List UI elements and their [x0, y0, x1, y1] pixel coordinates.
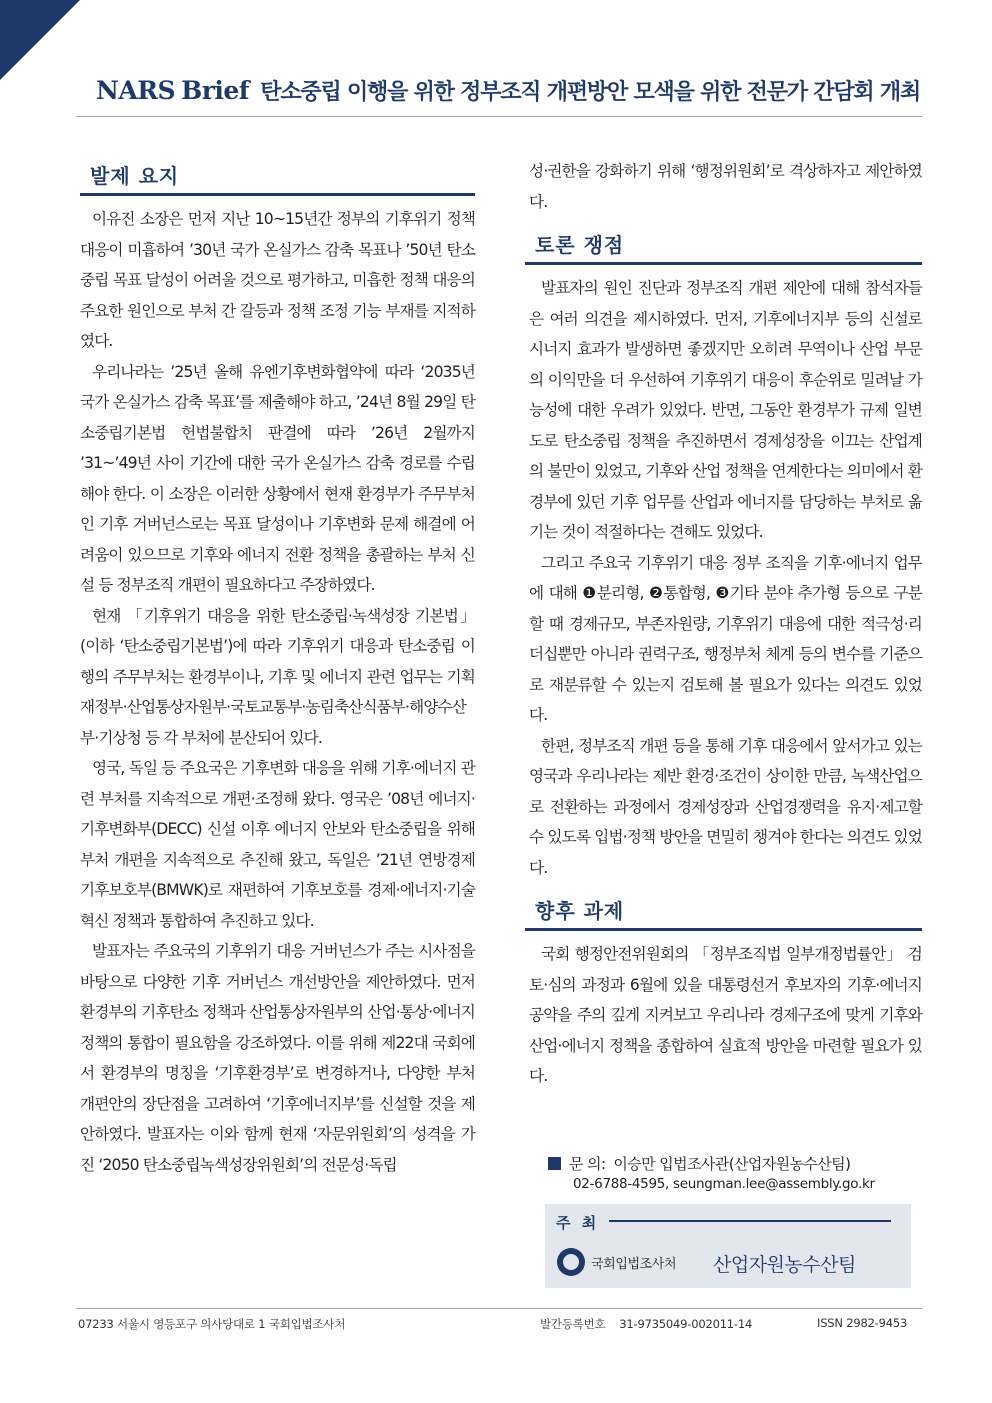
header-divider: [76, 116, 922, 117]
square-bullet-icon: [548, 1157, 561, 1170]
contact-details: 02-6788-4595, seungman.lee@assembly.go.kr: [573, 1176, 875, 1192]
corner-decoration: [0, 0, 80, 80]
section-title-discussion: 토론 쟁점: [525, 225, 922, 265]
paragraph: 발표자의 원인 진단과 정부조직 개편 제안에 대해 참석자들은 여러 의견을 제시하였다. 먼저, 기후에너지부 등의 신설로 시너지 효과가 발생하면 좋겠지만 오히려 무역이나 산업 부문의 이익만을 더 우선하여 기후위기 대응이 후순위로 밀려날 가능성에 대한 우려가 있었다. 반면, 그동안 환경부가 규제 일변도로 탄소중립 정책을 추진하면서 경제성장을 이끄는 산업계의 불만이 있었고, 기후와 산업 정책을 연계한다는 의미에서 환경부에 있던 기후 업무를 산업과 에너지를 담당하는 부처로 옮기는 것이 적절하다는 견해도 있었다.: [529, 279, 922, 541]
contact-info: [548, 1150, 920, 1198]
paragraph: 현재 「기후위기 대응을 위한 탄소중립·녹색성장 기본법」(이하 ‘탄소중립기본법’)에 따라 기후위기 대응과 탄소중립 이행의 주무부처는 환경부이나, 기후 및 에너지 관련 업무는 기획재정부·산업통상자원부·국토교통부·농림축산식품부·해양수산부·기상청 등 각 부처에 분산되어 있다.: [80, 606, 475, 747]
host-box: [545, 1204, 911, 1288]
paragraph-continuation: 성·권한을 강화하기 위해 ‘행정위원회’로 격상하자고 제안하였다.: [529, 162, 922, 211]
page-header: [96, 70, 920, 110]
left-column: [80, 156, 475, 1180]
page-title: 탄소중립 이행을 위한 정부조직 개편방안 모색을 위한 전문가 간담회 개최: [260, 79, 920, 105]
right-column: [525, 156, 922, 1092]
assembly-emblem-icon: [557, 1248, 585, 1276]
paragraph: 우리나라는 ’25년 올해 유엔기후변화협약에 따라 ‘2035년 국가 온실가스 감축 목표’를 제출해야 하고, ’24년 8월 29일 탄소중립기본법 헌법불합치 판결에 따라 ’26년 2월까지 ’31~’49년 사이 기간에 대한 국가 온실가스 감축 경로를 수립해야 한다. 이 소장은 이러한 상황에서 현재 환경부가 주무부처인 기후 거버넌스로는 목표 달성이나 기후변화 문제 해결에 어려움이 있으므로 기후와 에너지 전환 정책을 총괄하는 부처 신설 등 정부조직 개편이 필요하다고 주장하였다.: [80, 362, 475, 594]
paragraph: 발표자는 주요국의 기후위기 대응 거버넌스가 주는 시사점을 바탕으로 다양한 기후 거버넌스 개선방안을 제안하였다. 먼저 환경부의 기후탄소 정책과 산업통상자원부의 산업·통상·에너지 정책의 통합이 필요함을 강조하였다. 이를 위해 제22대 국회에서 환경부의 명칭을 ‘기후환경부’로 변경하거나, 다양한 부처 개편안의 장단점을 고려하여 ‘기후에너지부’를 신설할 것을 제안하였다. 발표자는 이와 함께 현재 ‘자문위원회’의 성격을 가진 ‘2050 탄소중립녹색성장위원회’의 전문성·독립: [80, 942, 475, 1174]
contact-label: 문 의:: [569, 1154, 606, 1173]
footer-address: 07233 서울시 영등포구 의사당대로 1 국회입법조사처: [78, 1317, 346, 1331]
logo-nars: NARS: [96, 75, 176, 105]
host-divider: [609, 1220, 891, 1222]
paragraph: 이유진 소장은 먼저 지난 10~15년간 정부의 기후위기 정책 대응이 미흡하여 ’30년 국가 온실가스 감축 목표나 ’50년 탄소중립 목표 달성이 어려울 것으로 평가하고, 미흡한 정책 대응의 주요한 원인으로 부처 간 갈등과 정책 조정 기능 부재를 지적하였다.: [80, 210, 475, 350]
logo-brief: Brief: [181, 75, 250, 105]
host-team: 산업자원농수산팀: [713, 1254, 856, 1276]
footer-issn: ISSN 2982-9453: [817, 1316, 908, 1330]
paragraph: 한편, 정부조직 개편 등을 통해 기후 대응에서 앞서가고 있는 영국과 우리나라는 제반 환경·조건이 상이한 만큼, 녹색산업으로 전환하는 과정에서 경제성장과 산업경쟁력을 유지·제고할 수 있도록 입법·정책 방안을 면밀히 챙겨야 한다는 의견도 있었다.: [529, 736, 922, 877]
paragraph: 그리고 주요국 기후위기 대응 정부 조직을 기후·에너지 업무에 대해 ❶분리형, ❷통합형, ❸기타 분야 추가형 등으로 구분할 때 경제규모, 부존자원량, 기후위기 대응에 대한 적극성·리더십뿐만 아니라 권력구조, 행정부처 체계 등의 변수를 기준으로 재분류할 수 있는지 검토해 볼 필요가 있다는 의견도 있었다.: [529, 553, 922, 724]
nars-brief-logo: [96, 76, 249, 105]
section-title-future: 향후 과제: [525, 891, 922, 931]
section-title-presentation: 발제 요지: [80, 156, 475, 196]
footer-divider: [76, 1308, 922, 1309]
host-label: 주 최: [556, 1214, 600, 1232]
paragraph: 국회 행정안전위원회의 「정부조직법 일부개정법률안」 검토·심의 과정과 6월에 있을 대통령선거 후보자의 기후·에너지 공약을 주의 깊게 지켜보고 우리나라 경제구조에 맞게 기후와 산업·에너지 정책을 종합하여 실효적 방안을 마련할 필요가 있다.: [529, 945, 922, 1085]
footer-registration: 발간등록번호 31-9735049-002011-14: [540, 1317, 753, 1331]
paragraph: 영국, 독일 등 주요국은 기후변화 대응을 위해 기후·에너지 관련 부처를 지속적으로 개편·조정해 왔다. 영국은 ’08년 에너지·기후변화부(DECC) 신설 이후 에너지 안보와 탄소중립을 위해 부처 개편을 지속적으로 추진해 왔고, 독일은 ’21년 연방경제기후보호부(BMWK)로 재편하여 기후보호를 경제·에너지·기술혁신 정책과 통합하여 추진하고 있다.: [80, 759, 475, 930]
host-org: 국회입법조사처: [591, 1257, 677, 1272]
contact-person: 이승만 입법조사관(산업자원농수산팀): [613, 1154, 851, 1173]
